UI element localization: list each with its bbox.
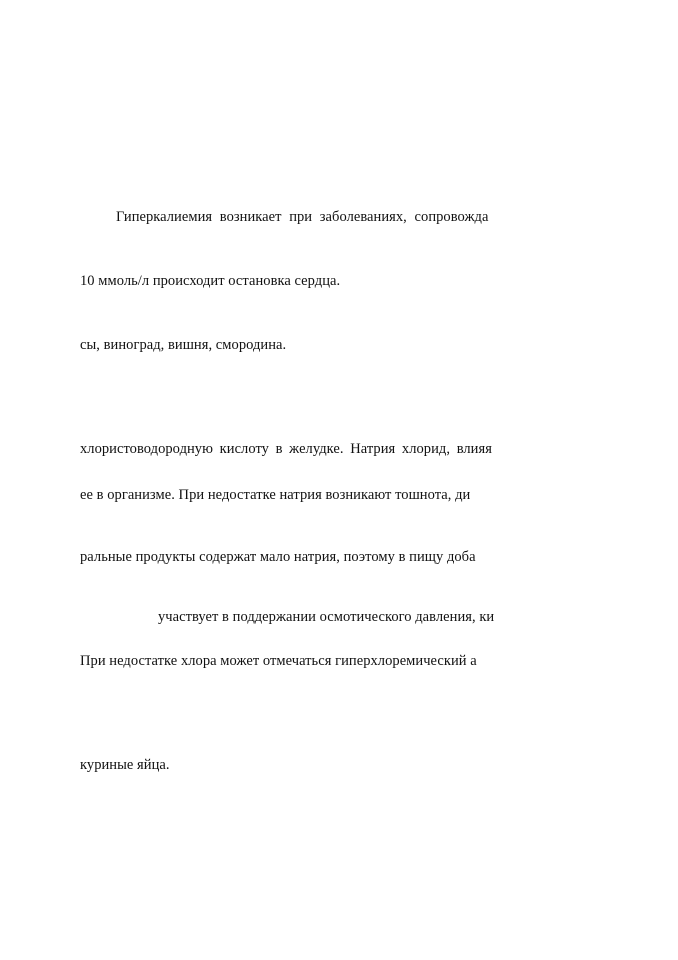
text-line-9: куриные яйца. (80, 757, 170, 773)
text-line-5: ее в организме. При недостатке натрия возникают тошнота, ди (80, 487, 471, 503)
text-line-7: участвует в поддержании осмотического давления, ки (158, 609, 495, 625)
text-line-8: При недостатке хлора может отмечаться гиперхлоремический а (80, 653, 477, 669)
text-line-6: ральные продукты содержат мало натрия, поэтому в пищу доба (80, 549, 476, 565)
text-line-2: 10 ммоль/л происходит остановка сердца. (80, 273, 341, 289)
text-line-4: хлористоводородную кислоту в желудке. Натрия хлорид, влияя (80, 441, 492, 457)
text-line-3: сы, виноград, вишня, смородина. (80, 337, 287, 353)
text-line-1: Гиперкалиемия возникает при заболеваниях, сопровожда (116, 209, 489, 225)
